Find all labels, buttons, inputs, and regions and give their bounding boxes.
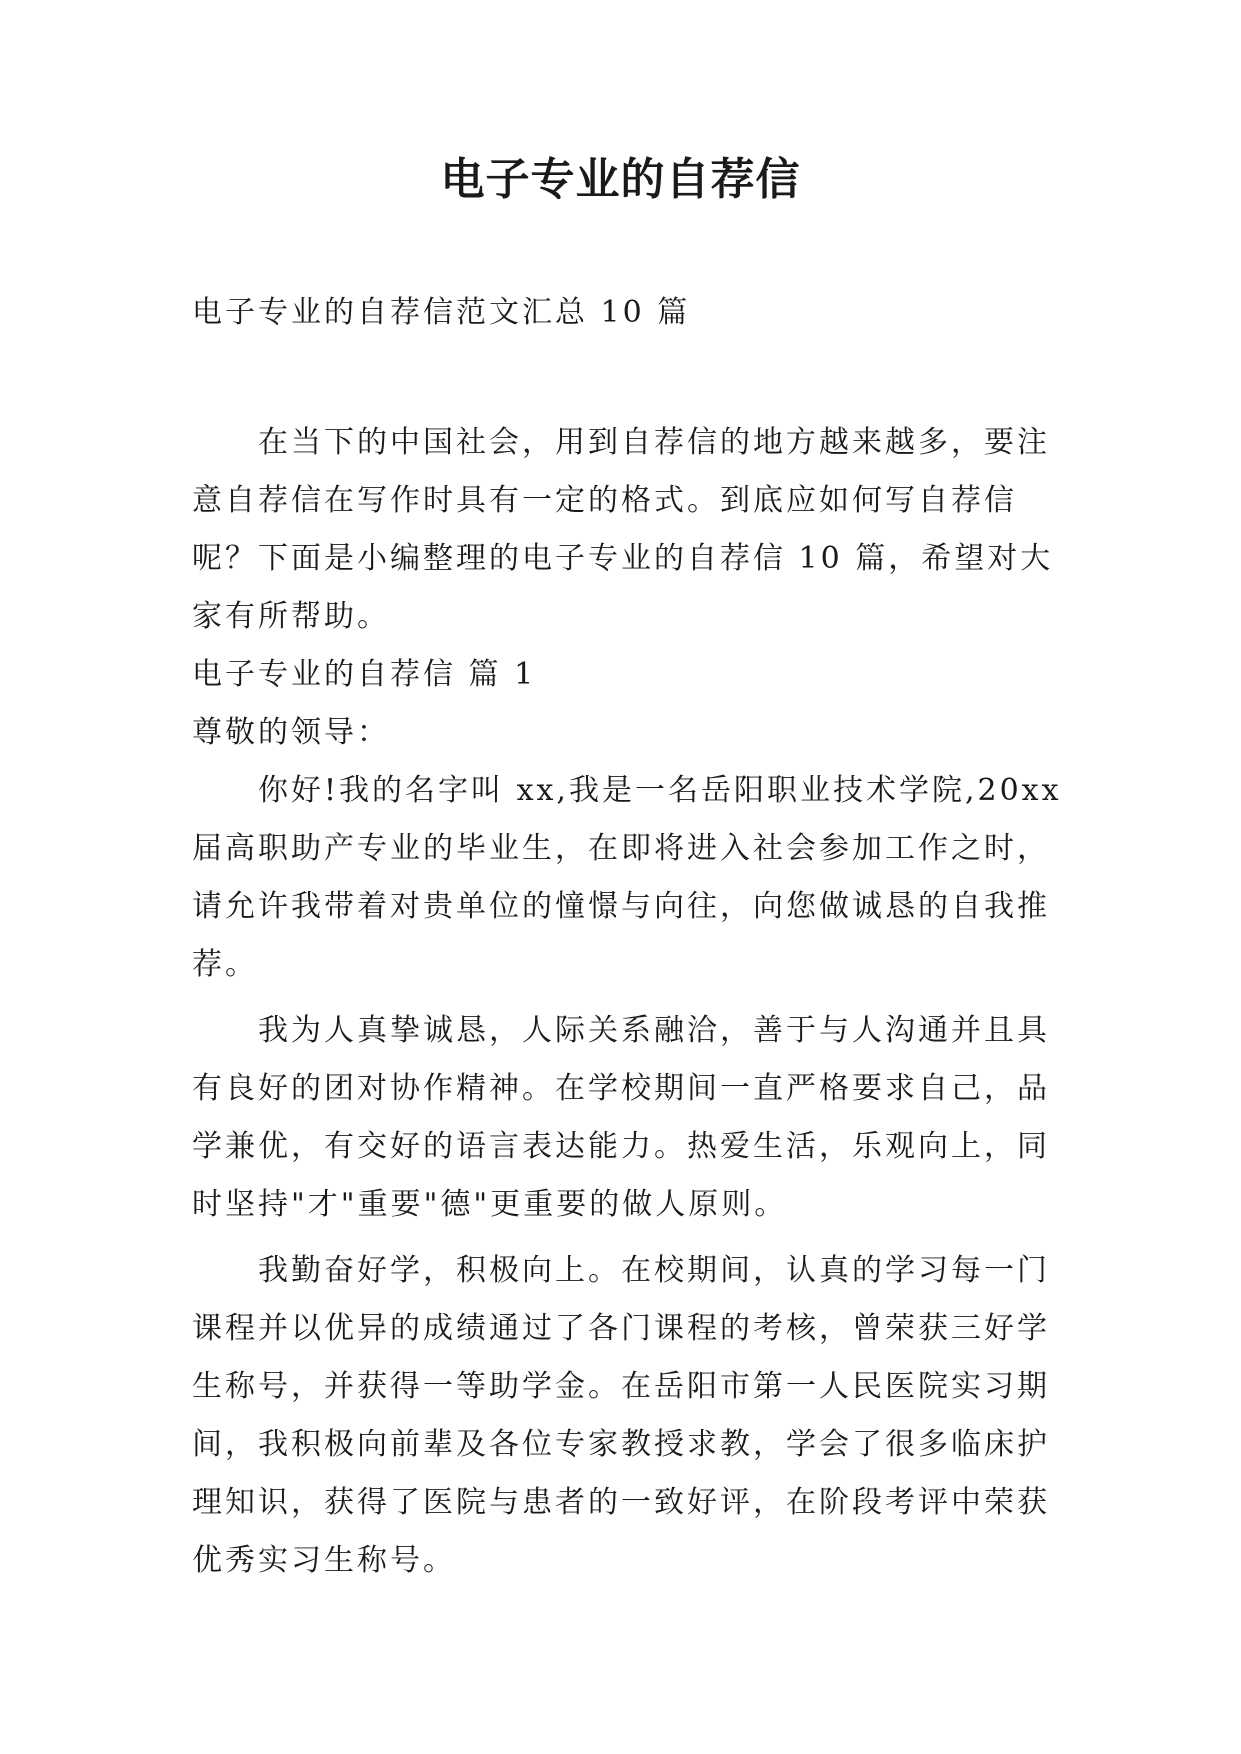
paragraph-line: 我为人真挚诚恳，人际关系融洽，善于与人沟通并且具 [258,1013,1050,1048]
paragraph-line: 你好!我的名字叫 xx,我是一名岳阳职业技术学院,20xx [258,773,1062,808]
paragraph-line: 荐。 [192,947,258,982]
document-title: 电子专业的自荐信 [440,154,801,205]
document-subtitle: 电子专业的自荐信范文汇总 10 篇 [192,295,691,330]
document-body [192,284,1062,1590]
paragraph-line: 生称号，并获得一等助学金。在岳阳市第一人民医院实习期 [192,1369,1050,1404]
paragraph-line: 我勤奋好学，积极向上。在校期间，认真的学习每一门 [258,1253,1050,1288]
paragraph-line: 在当下的中国社会，用到自荐信的地方越来越多，要注 [258,425,1050,460]
paragraph-line: 意自荐信在写作时具有一定的格式。到底应如何写自荐信 [192,483,1017,518]
section-heading: 电子专业的自荐信 篇 1 [192,657,537,692]
paragraph-line: 请允许我带着对贵单位的憧憬与向往，向您做诚恳的自我推 [192,889,1050,924]
paragraph-line: 课程并以优异的成绩通过了各门课程的考核，曾荣获三好学 [192,1311,1050,1346]
intro-paragraph [192,414,1054,646]
paragraph-line: 呢？下面是小编整理的电子专业的自荐信 10 篇，希望对大 [192,541,1054,576]
paragraph-line: 间，我积极向前辈及各位专家教授求教，学会了很多临床护 [192,1427,1050,1462]
paragraph-line: 有良好的团对协作精神。在学校期间一直严格要求自己，品 [192,1071,1050,1106]
letter-paragraph-2 [192,1002,1050,1234]
paragraph-line: 届高职助产专业的毕业生，在即将进入社会参加工作之时， [192,831,1050,866]
paragraph-line: 理知识，获得了医院与患者的一致好评，在阶段考评中荣获 [192,1485,1050,1520]
salutation: 尊敬的领导： [192,715,390,750]
letter-paragraph-1 [192,762,1062,994]
paragraph-line: 时坚持"才"重要"德"更重要的做人原则。 [192,1187,788,1222]
letter-paragraph-3 [192,1242,1050,1590]
paragraph-line: 学兼优，有交好的语言表达能力。热爱生活，乐观向上，同 [192,1129,1050,1164]
paragraph-line: 家有所帮助。 [192,599,390,634]
paragraph-line: 优秀实习生称号。 [192,1543,456,1578]
